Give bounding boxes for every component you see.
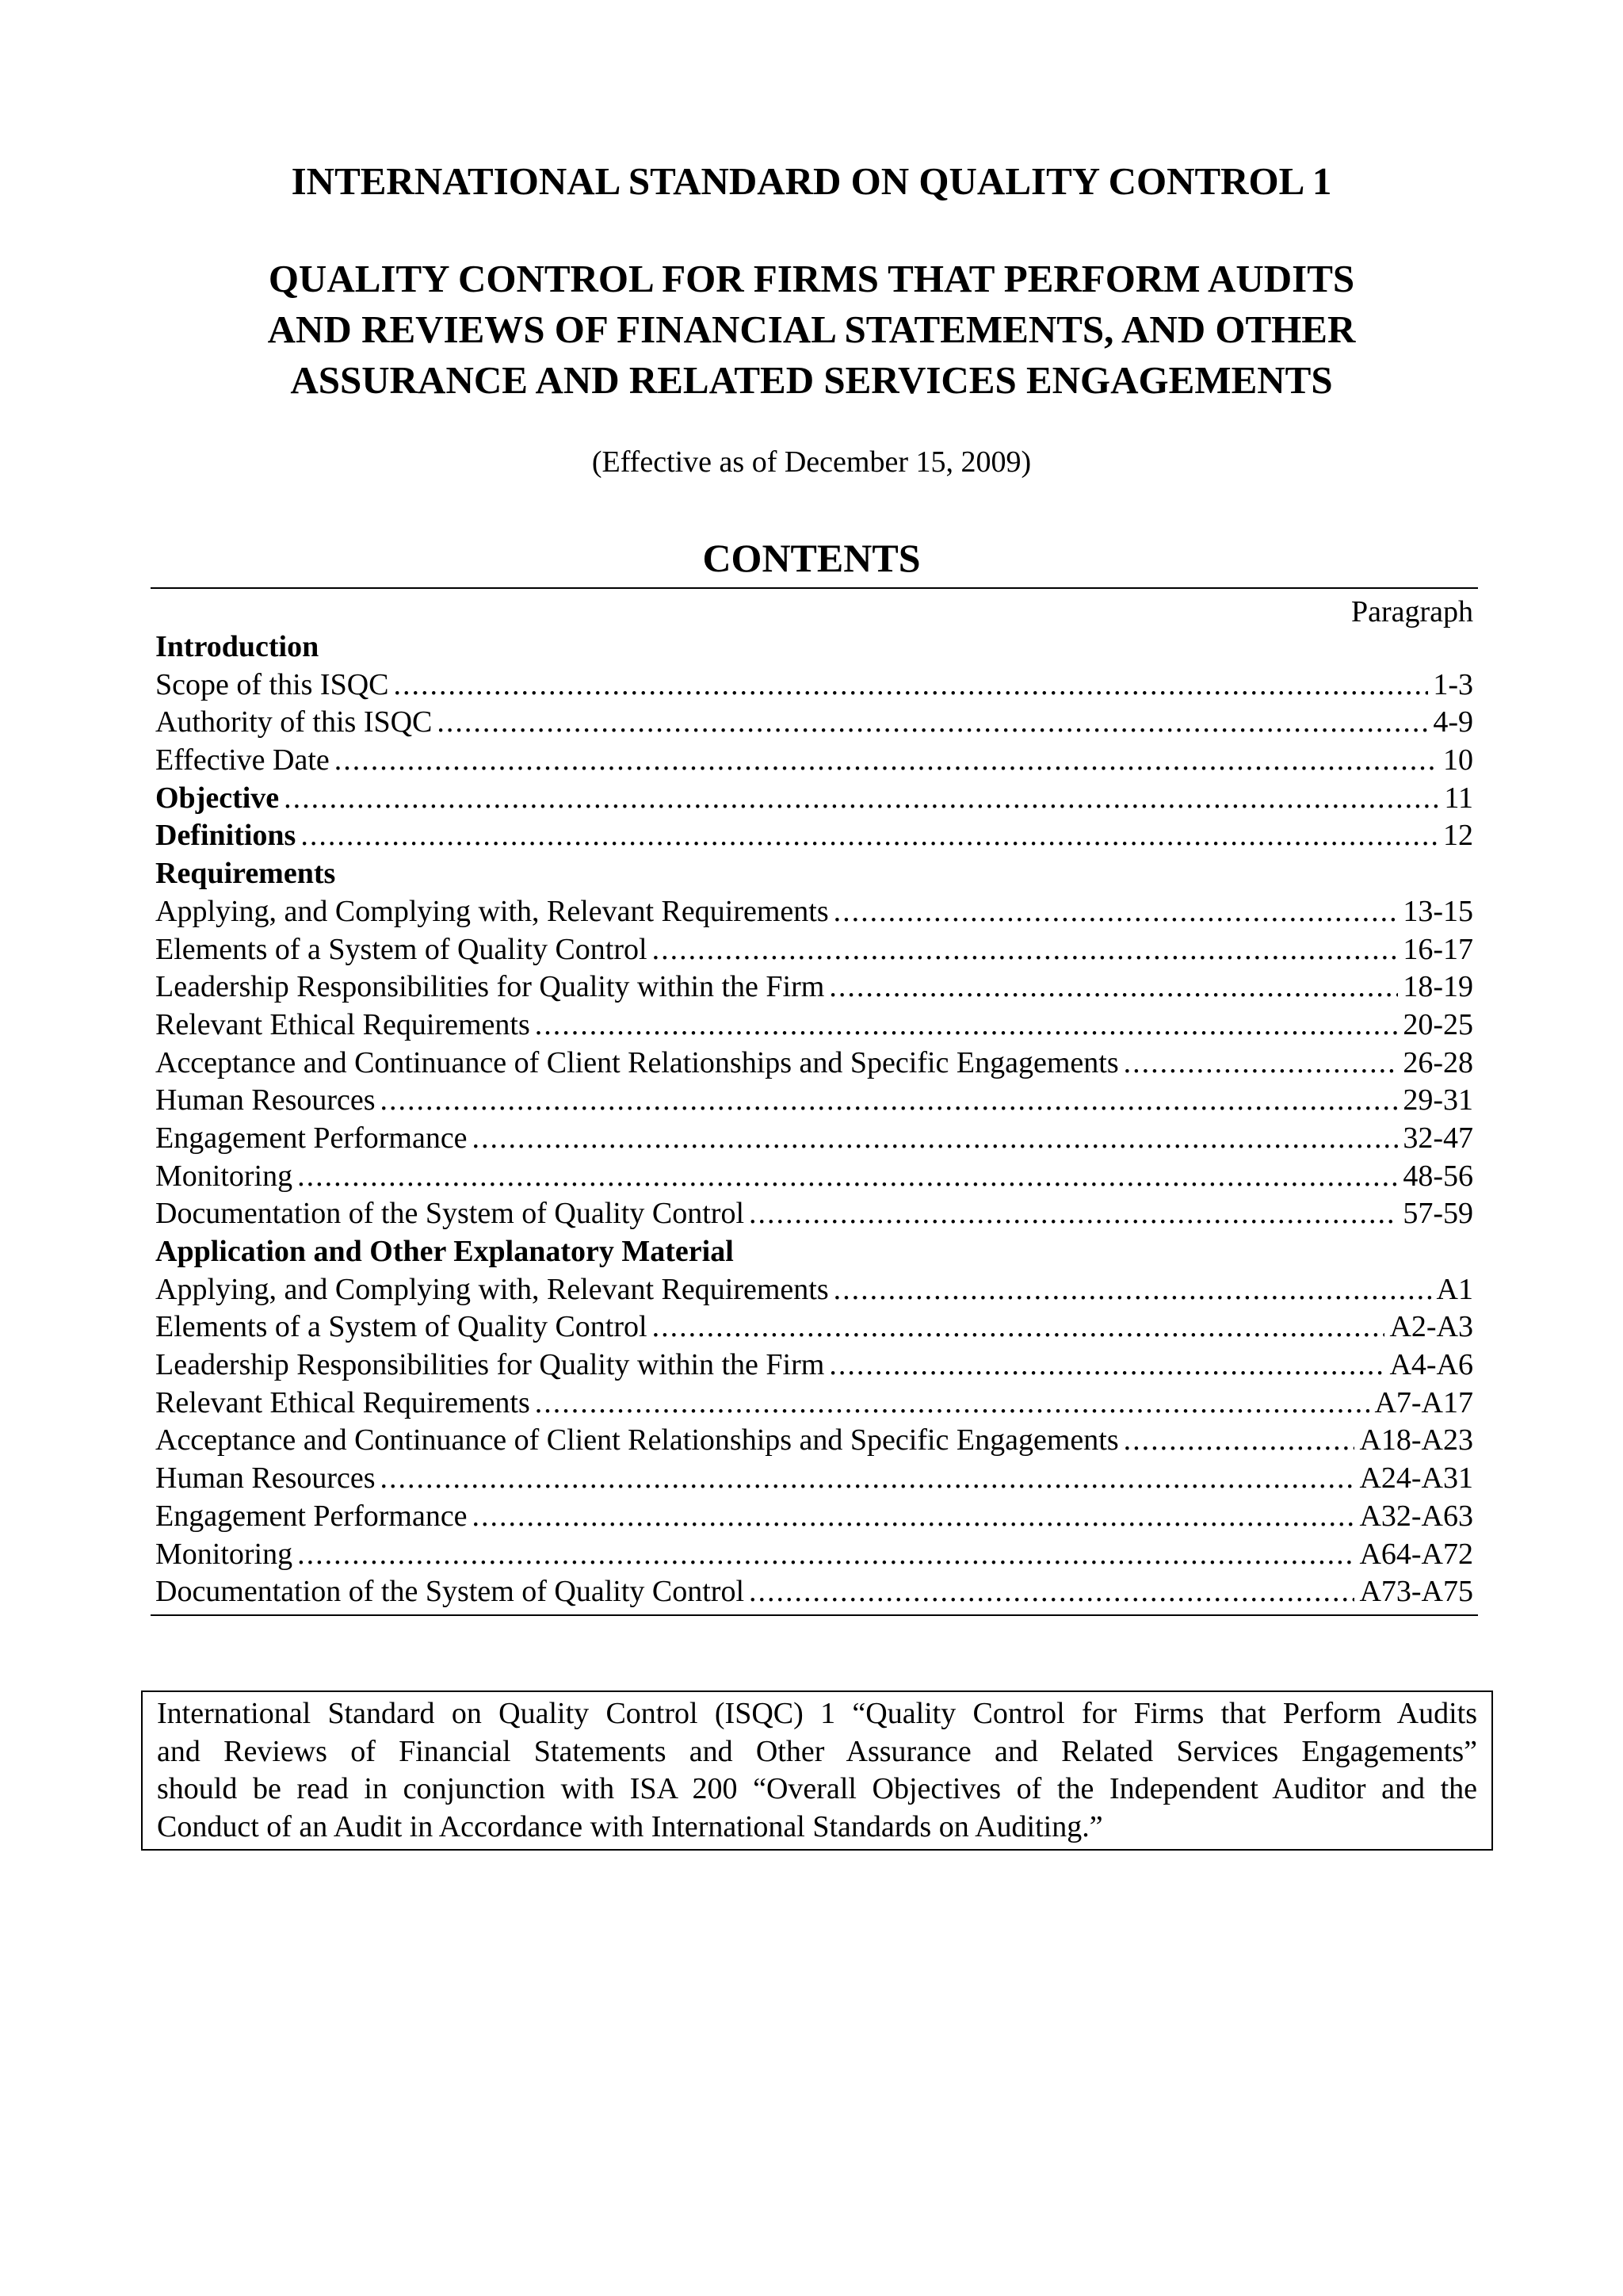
toc-entry-label: Acceptance and Continuance of Client Relationships and Specific Engagements [155, 1423, 1119, 1457]
toc-entry-label: Requirements [155, 857, 336, 891]
toc-section-heading [155, 628, 1473, 667]
toc-paragraph-range: 13-15 [1403, 894, 1473, 928]
subtitle-line: QUALITY CONTROL FOR FIRMS THAT PERFORM AUDITS [268, 257, 1355, 300]
toc-paragraph-range: 29-31 [1403, 1083, 1473, 1117]
toc-entry [155, 1536, 1473, 1574]
toc-entry-label: Relevant Ethical Requirements [155, 1007, 530, 1041]
toc-entry [155, 1120, 1473, 1158]
toc-entry-label: Definitions [155, 819, 296, 853]
toc-entry-label: Relevant Ethical Requirements [155, 1385, 530, 1419]
dot-leader [472, 1498, 1355, 1536]
paragraph-column-label: Paragraph [1350, 595, 1473, 628]
toc-entry-label: Human Resources [155, 1083, 376, 1117]
contents-heading: CONTENTS [702, 536, 921, 580]
toc-entry [155, 780, 1473, 818]
dot-leader [829, 1347, 1384, 1385]
dot-leader [749, 1573, 1354, 1611]
toc-paragraph-range: 57-59 [1403, 1197, 1473, 1231]
toc-paragraph-range: 10 [1443, 743, 1473, 777]
toc-entry [155, 893, 1473, 931]
note-line: International Standard on Quality Control (ISQC) 1 “Quality Control for Firms that Perform Audits [157, 1697, 1477, 1730]
dot-leader [300, 817, 1438, 855]
effective-date-note: (Effective as of December 15, 2009) [591, 445, 1032, 479]
toc-paragraph-range: 48-56 [1403, 1159, 1473, 1193]
dot-leader [834, 893, 1399, 931]
toc-entry-label: Application and Other Explanatory Material [155, 1235, 734, 1268]
dot-leader [829, 968, 1398, 1007]
toc-entry-label: Elements of a System of Quality Control [155, 932, 647, 966]
dot-leader [652, 1308, 1385, 1347]
dot-leader [380, 1460, 1355, 1498]
toc-entry-label: Human Resources [155, 1461, 376, 1496]
toc-entry [155, 1498, 1473, 1536]
dot-leader [334, 742, 1438, 780]
toc-entry [155, 1195, 1473, 1233]
toc-list [155, 628, 1473, 1611]
dot-leader [535, 1385, 1370, 1423]
toc-entry [155, 742, 1473, 780]
toc-paragraph-range: A2-A3 [1389, 1310, 1473, 1344]
toc-paragraph-range: A4-A6 [1389, 1348, 1473, 1382]
toc-paragraph-range: 32-47 [1403, 1121, 1473, 1155]
toc-entry [155, 931, 1473, 969]
toc-entry [155, 1460, 1473, 1498]
toc-paragraph-range: 11 [1444, 781, 1473, 815]
toc-paragraph-range: 16-17 [1403, 932, 1473, 966]
toc-entry [155, 1385, 1473, 1423]
document-subtitle [0, 254, 1623, 406]
dot-leader [652, 931, 1399, 969]
toc-entry-label: Engagement Performance [155, 1499, 468, 1533]
toc-paragraph-range: 4-9 [1433, 705, 1473, 739]
toc-entry [155, 1158, 1473, 1196]
toc-paragraph-range: 1-3 [1433, 667, 1473, 701]
toc-entry-label: Acceptance and Continuance of Client Relationships and Specific Engagements [155, 1045, 1119, 1079]
toc-entry-label: Leadership Responsibilities for Quality within the Firm [155, 970, 825, 1004]
toc-entry-label: Introduction [155, 630, 319, 663]
toc-entry-label: Leadership Responsibilities for Quality within the Firm [155, 1348, 825, 1382]
dot-leader [749, 1195, 1398, 1233]
toc-entry-label: Elements of a System of Quality Control [155, 1310, 647, 1344]
dot-leader [380, 1082, 1399, 1120]
dot-leader [284, 780, 1439, 818]
dot-leader [297, 1158, 1398, 1196]
toc-section-heading [155, 855, 1473, 893]
toc-paragraph-range: A73-A75 [1359, 1575, 1473, 1609]
toc-paragraph-range: A24-A31 [1359, 1461, 1473, 1496]
dot-leader [297, 1536, 1354, 1574]
toc-paragraph-range: 12 [1443, 819, 1473, 853]
toc-entry [155, 968, 1473, 1007]
subtitle-line: AND REVIEWS OF FINANCIAL STATEMENTS, AND OTHER [267, 308, 1356, 351]
table-of-contents [151, 587, 1478, 1616]
toc-entry [155, 704, 1473, 742]
toc-entry-label: Applying, and Complying with, Relevant Requirements [155, 894, 829, 928]
toc-paragraph-range: A64-A72 [1359, 1537, 1473, 1571]
toc-entry-label: Objective [155, 781, 280, 815]
note-line: and Reviews of Financial Statements and Other Assurance and Related Services Engagements” [157, 1734, 1477, 1768]
toc-entry-label: Documentation of the System of Quality Control [155, 1575, 745, 1609]
toc-entry-label: Engagement Performance [155, 1121, 468, 1155]
toc-entry [155, 1573, 1473, 1611]
reading-note-box [141, 1690, 1493, 1851]
subtitle-line: ASSURANCE AND RELATED SERVICES ENGAGEMENTS [290, 358, 1333, 402]
toc-paragraph-range: A7-A17 [1374, 1385, 1473, 1419]
toc-entry-label: Applying, and Complying with, Relevant Requirements [155, 1272, 829, 1306]
document-title: INTERNATIONAL STANDARD ON QUALITY CONTROL 1 [291, 159, 1332, 203]
toc-paragraph-range: A32-A63 [1359, 1499, 1473, 1533]
note-line: Conduct of an Audit in Accordance with International Standards on Auditing.” [157, 1809, 1103, 1843]
dot-leader [1124, 1422, 1355, 1460]
dot-leader [437, 704, 1428, 742]
toc-entry [155, 817, 1473, 855]
toc-entry-label: Scope of this ISQC [155, 667, 389, 701]
toc-entry [155, 1308, 1473, 1347]
dot-leader [834, 1271, 1432, 1309]
dot-leader [535, 1007, 1399, 1045]
toc-entry [155, 667, 1473, 705]
dot-leader [1124, 1045, 1399, 1083]
toc-entry [155, 1045, 1473, 1083]
toc-paragraph-range: 20-25 [1403, 1007, 1473, 1041]
toc-entry [155, 1422, 1473, 1460]
dot-leader [394, 667, 1429, 705]
toc-entry-label: Effective Date [155, 743, 330, 777]
note-line: should be read in conjunction with ISA 200 “Overall Objectives of the Independent Auditor and the [157, 1772, 1477, 1805]
toc-entry [155, 1347, 1473, 1385]
toc-paragraph-range: 18-19 [1403, 970, 1473, 1004]
toc-paragraph-range: 26-28 [1403, 1045, 1473, 1079]
dot-leader [472, 1120, 1399, 1158]
toc-entry-label: Monitoring [155, 1537, 293, 1571]
toc-paragraph-range: A1 [1436, 1272, 1473, 1306]
toc-paragraph-range: A18-A23 [1359, 1423, 1473, 1457]
toc-entry-label: Documentation of the System of Quality Control [155, 1197, 745, 1231]
toc-entry-label: Monitoring [155, 1159, 293, 1193]
toc-entry [155, 1271, 1473, 1309]
toc-entry-label: Authority of this ISQC [155, 705, 433, 739]
toc-entry [155, 1007, 1473, 1045]
toc-entry [155, 1082, 1473, 1120]
toc-section-heading [155, 1233, 1473, 1271]
